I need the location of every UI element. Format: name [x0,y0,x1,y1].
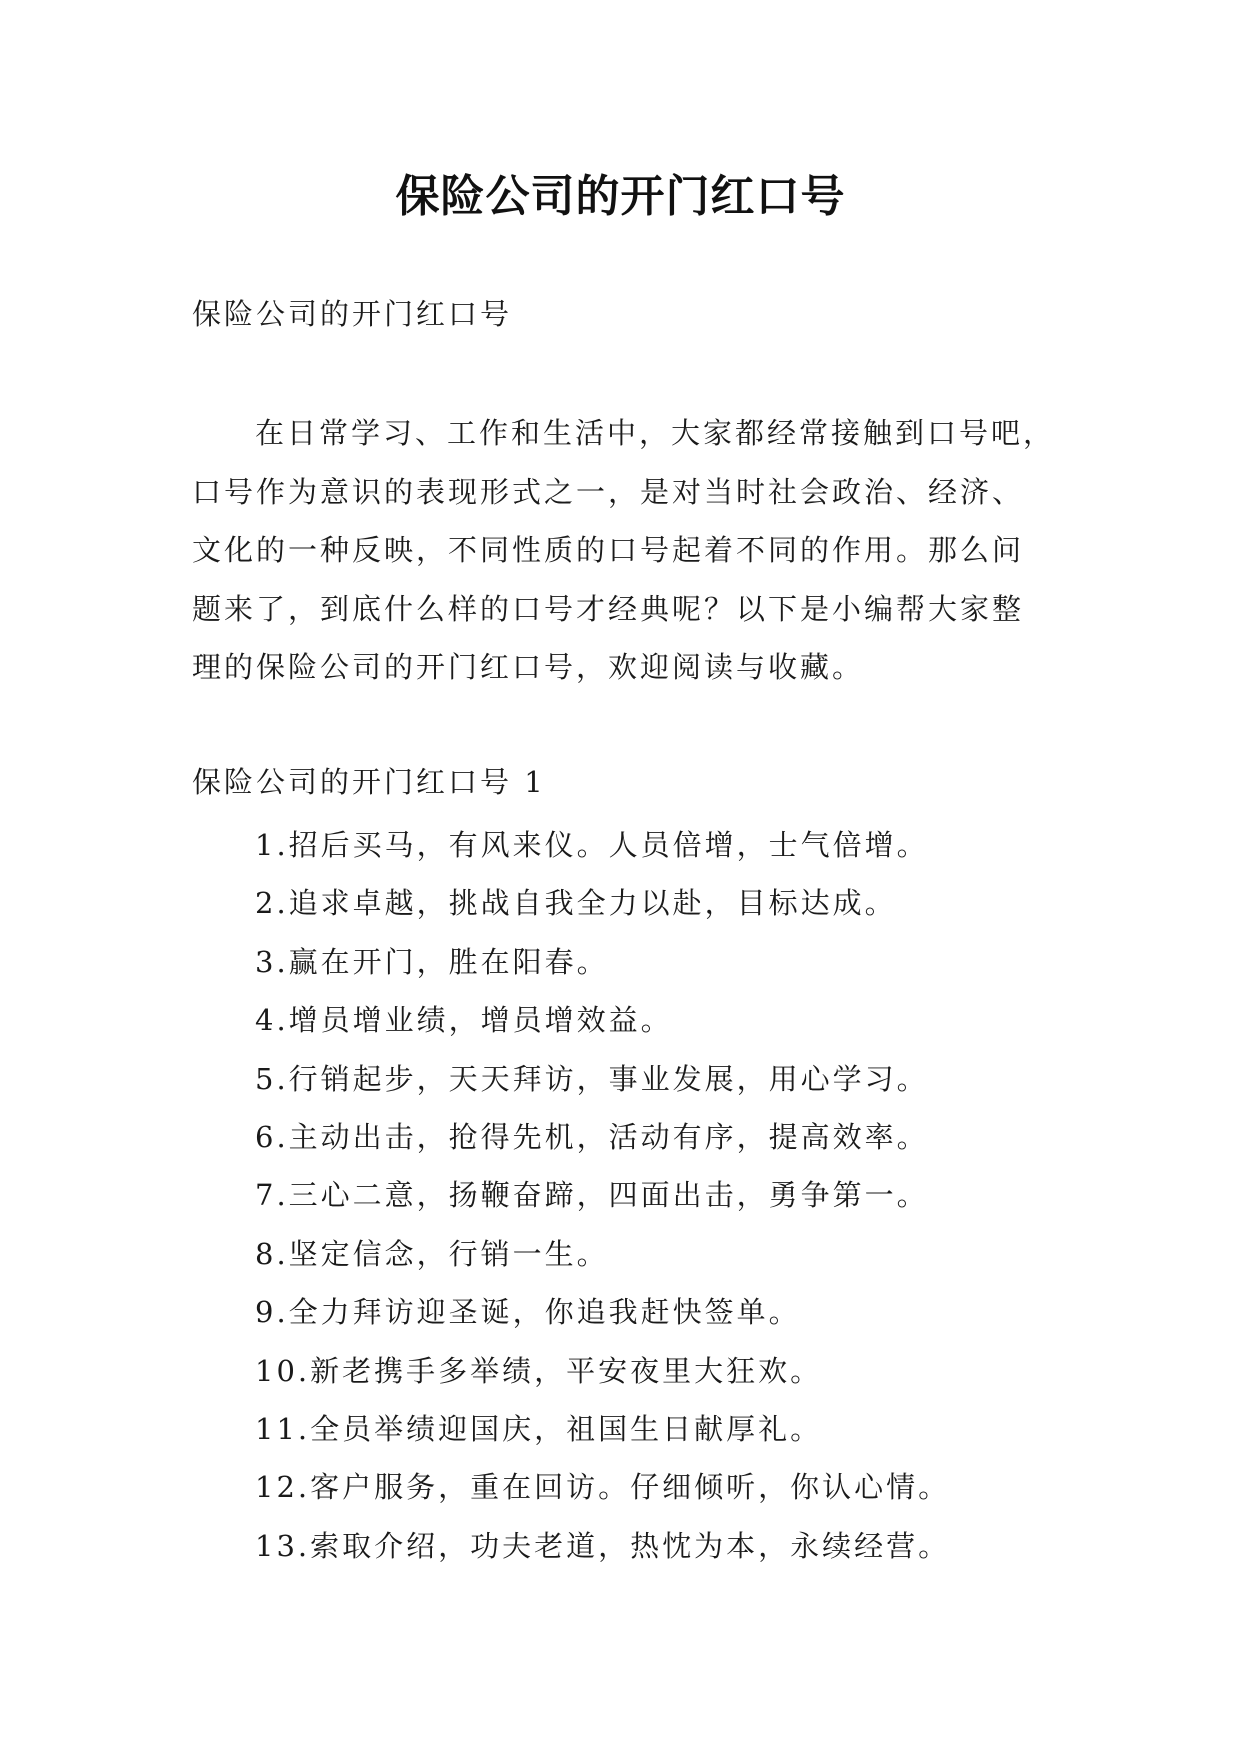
slogan-item: 4.增员增业绩，增员增效益。 [255,1003,673,1038]
slogan-item: 12.客户服务，重在回访。仔细倾听，你认心情。 [255,1470,951,1505]
intro-line: 在日常学习、工作和生活中，大家都经常接触到口号吧， [255,416,1056,450]
slogan-item: 11.全员举绩迎国庆，祖国生日献厚礼。 [255,1412,823,1447]
intro-line: 口号作为意识的表现形式之一，是对当时社会政治、经济、 [192,474,1025,509]
slogan-item: 8.坚定信念，行销一生。 [255,1236,609,1271]
slogan-item: 10.新老携手多举绩，平安夜里大狂欢。 [255,1353,823,1388]
intro-line: 题来了，到底什么样的口号才经典呢？以下是小编帮大家整 [192,591,1025,626]
slogan-item: 5.行销起步，天天拜访，事业发展，用心学习。 [255,1061,929,1096]
intro-line: 文化的一种反映，不同性质的口号起着不同的作用。那么问 [192,533,1025,567]
slogan-item: 2.追求卓越，挑战自我全力以赴，目标达成。 [255,886,897,921]
intro-line: 理的保险公司的开门红口号，欢迎阅读与收藏。 [192,650,865,684]
slogan-item: 1.招后买马，有风来仪。人员倍增，士气倍增。 [255,828,929,862]
slogan-item: 13.索取介绍，功夫老道，热忱为本，永续经营。 [255,1528,951,1563]
slogan-item: 9.全力拜访迎圣诞，你追我赶快签单。 [255,1295,801,1330]
slogan-list [255,816,950,1575]
document-title: 保险公司的开门红口号 [395,171,846,223]
section-heading: 保险公司的开门红口号 1 [192,765,546,799]
intro-paragraph [192,404,1092,697]
slogan-item: 3.赢在开门，胜在阳春。 [255,944,609,979]
slogan-item: 7.三心二意，扬鞭奋蹄，四面出击，勇争第一。 [255,1178,929,1213]
slogan-item: 6.主动出击，抢得先机，活动有序，提高效率。 [255,1120,929,1155]
document-subtitle: 保险公司的开门红口号 [192,297,513,331]
